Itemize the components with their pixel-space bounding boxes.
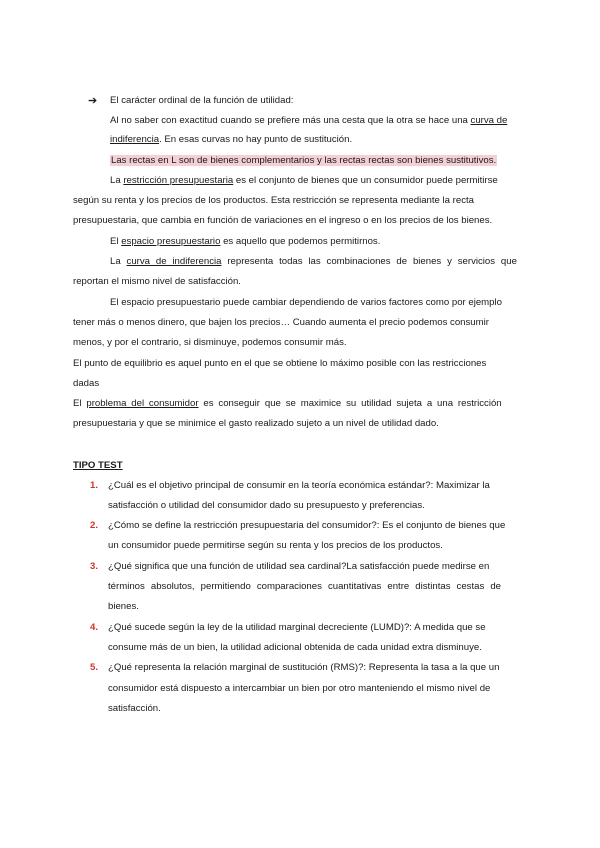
paragraph-line: presupuestaria, que cambia en función de variaciones en el ingreso o en los precios de los bienes.: [73, 215, 493, 226]
question-line: ¿Qué sucede según la ley de la utilidad marginal decreciente (LUMD)?: A medida que se: [108, 622, 486, 633]
paragraph-line: menos, y por el contrario, si disminuye, podemos consumir más.: [73, 337, 347, 348]
text: es aquello que podemos permitirnos.: [220, 236, 381, 247]
underlined-term: indiferencia: [110, 134, 160, 145]
underlined-term: espacio presupuestario: [121, 236, 221, 247]
text: La: [110, 256, 127, 267]
list-number: 2.: [89, 520, 98, 531]
text: es el conjunto de bienes que un consumidor puede permitirse: [233, 175, 498, 186]
text: Al no saber con exactitud cuando se prefiere más una cesta que la otra se hace una: [110, 115, 471, 126]
list-number: 1.: [89, 480, 98, 491]
underlined-term: problema del consumidor: [86, 398, 199, 409]
paragraph-line: El punto de equilibrio es aquel punto en el que se obtiene lo máximo posible con las restricciones: [73, 358, 487, 369]
paragraph-line: presupuestaria y que se minimice el gasto realizado sujeto a un nivel de utilidad dado.: [73, 418, 439, 429]
question-line: consumidor está dispuesto a intercambiar un bien por otro manteniendo el mismo nivel de: [108, 683, 491, 694]
text: El: [73, 398, 87, 409]
question-line: satisfacción.: [108, 703, 161, 714]
question-line: consume más de un bien, la utilidad adicional obtenida de cada unidad extra disminuye.: [108, 642, 482, 653]
question-line: satisfacción o utilidad del consumidor dado su presupuesto y preferencias.: [108, 500, 425, 511]
list-number: 5.: [89, 662, 98, 673]
paragraph-line: [110, 115, 507, 127]
text: . En esas curvas no hay punto de sustitución.: [159, 134, 353, 145]
text: representa todas las combinaciones de bienes y servicios que: [221, 256, 517, 267]
underlined-term: restricción presupuestaria: [123, 175, 234, 186]
paragraph-line: [73, 398, 502, 410]
text: según su renta y los precios de los productos. Esta restricción se representa mediante la recta: [73, 195, 475, 206]
bullet-heading: El carácter ordinal de la función de utilidad:: [110, 95, 294, 106]
paragraph-line: [110, 256, 528, 268]
highlighted-line: [110, 155, 497, 167]
list-number: 3.: [89, 561, 98, 572]
question-line: términos absolutos, permitiendo comparaciones cuantitativas entre distintas cestas de: [108, 581, 502, 592]
underlined-term: curva de: [470, 115, 508, 126]
text: es conseguir que se maximice su utilidad sujeta a una restricción: [198, 398, 502, 409]
paragraph-line: [110, 175, 528, 187]
paragraph-line: [110, 236, 380, 248]
question-line: bienes.: [108, 601, 139, 612]
highlighted-text: Las rectas en L son de bienes complementarios y las rectas rectas son bienes sustitutivos.: [111, 155, 497, 166]
text: El: [110, 236, 122, 247]
question-line: ¿Qué representa la relación marginal de sustitución (RMS)?: Representa la tasa a la que un: [108, 662, 500, 673]
question-line: ¿Cómo se define la restricción presupuestaria del consumidor?: Es el conjunto de bienes que: [108, 520, 506, 531]
paragraph-line: [73, 195, 528, 207]
paragraph-line: [110, 134, 352, 146]
underlined-term: curva de indiferencia: [126, 256, 222, 267]
question-line: ¿Cuál es el objetivo principal de consumir en la teoría económica estándar?: Maximizar la: [108, 480, 490, 491]
paragraph-line: El espacio presupuestario puede cambiar dependiendo de varios factores como por ejemplo: [110, 297, 502, 308]
text: La: [110, 175, 124, 186]
arrow-bullet-icon: ➔: [88, 95, 98, 107]
list-number: 4.: [89, 622, 98, 633]
paragraph-line: tener más o menos dinero, que bajen los precios… Cuando aumenta el precio podemos consumir: [73, 317, 489, 328]
paragraph-line: dadas: [73, 378, 100, 389]
question-line: ¿Qué significa que una función de utilidad sea cardinal?La satisfacción puede medirse en: [108, 561, 490, 572]
section-title: TIPO TEST: [73, 460, 123, 471]
question-line: un consumidor puede permitirse según su renta y los precios de los productos.: [108, 540, 443, 551]
paragraph-line: reportan el mismo nivel de satisfacción.: [73, 276, 241, 287]
